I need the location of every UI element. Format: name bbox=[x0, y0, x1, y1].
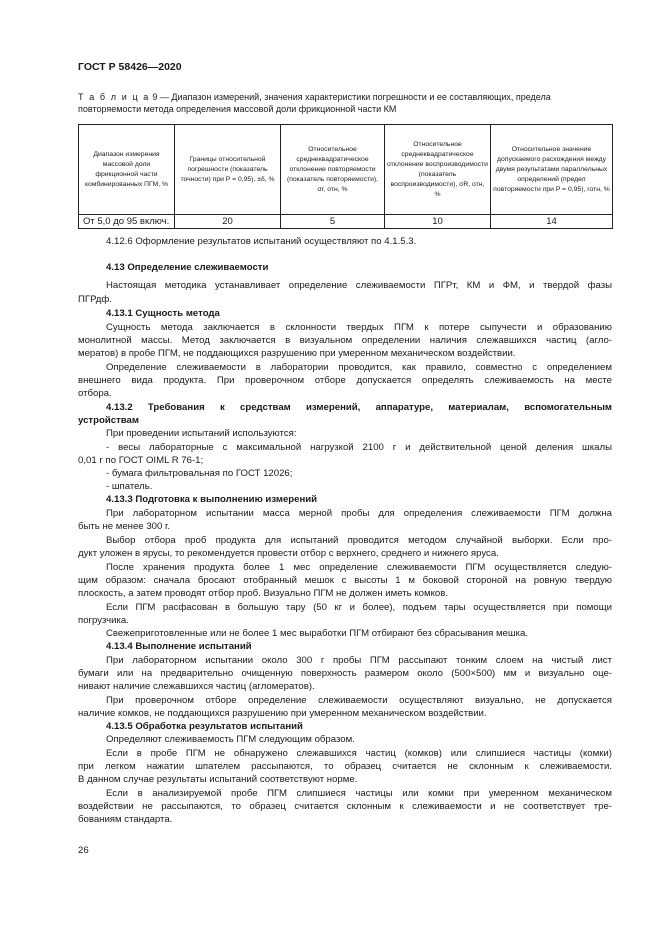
subsection-heading: 4.13.1 Сущность метода bbox=[106, 308, 220, 319]
subsection-heading: устройствам bbox=[78, 415, 139, 426]
document-header: ГОСТ Р 58426—2020 bbox=[78, 61, 182, 73]
paragraph-line: Если в пробе ПГМ не обнаружено слежавшихся частиц (комков) или слипшиеся частицы (комки) bbox=[106, 748, 612, 759]
paragraph-line: При проведении испытаний используются: bbox=[106, 428, 297, 439]
table-caption-text: 9 — Диапазон измерений, значения характеристики погрешности и ее составляющих, предела повторяемости метода определения массовой доли фрикционной части КМ bbox=[78, 92, 551, 114]
paragraph-line: бованиям стандарта. bbox=[78, 814, 173, 825]
header-error-bounds: Границы относительной погрешности (показатель точности) при P = 0,95), ±δ, % bbox=[175, 125, 281, 215]
paragraph-line: воздействии не рассыпаются, то образец считается склонным к слеживаемости и не соответствует тре- bbox=[78, 801, 612, 812]
paragraph-line: Определяют слеживаемость ПГМ следующим образом. bbox=[106, 734, 355, 745]
cell-repeatability: 5 bbox=[281, 215, 385, 229]
results-table bbox=[78, 124, 613, 229]
paragraph-line: бумаги или на предварительно очищенную поверхность размером около (500×500) мм и визуально оце- bbox=[78, 668, 612, 679]
list-item: - бумага фильтровальная по ГОСТ 12026; bbox=[106, 468, 293, 479]
paragraph-line: Если в анализируемой пробе ПГМ слипшиеся частицы или комки при умеренном механическом bbox=[106, 788, 612, 799]
table-caption bbox=[78, 91, 611, 115]
paragraph-line: При проверочном отборе определение слеживаемости осуществляют визуально, не допускается bbox=[106, 695, 612, 706]
paragraph-line: При лабораторном испытании масса мерной пробы для определения слеживаемости ПГМ должна bbox=[106, 508, 612, 519]
paragraph-line: В данном случае результаты испытаний соответствуют норме. bbox=[78, 774, 358, 785]
paragraph-line: наличие комков, не поддающихся разрушению при умеренном механическом воздействии. bbox=[78, 708, 487, 719]
list-item: - шпатель. bbox=[106, 481, 153, 492]
paragraph-line: Выбор отбора проб продукта для испытаний проводится методом случайной выборки. Если про- bbox=[106, 535, 612, 546]
header-reproducibility: Относительное среднеквадратическое отклонение воспроизводимости (показатель воспроизводимости), σR, отн, % bbox=[385, 125, 491, 215]
paragraph-line: Свежеприготовленные или не более 1 мес выработки ПГМ отбирают без сбрасывания мешка. bbox=[106, 628, 528, 639]
subsection-heading: 4.13.4 Выполнение испытаний bbox=[106, 641, 252, 652]
subsection-heading: 4.13.2 Требования к средствам измерений, аппаратуре, материалам, вспомогательным bbox=[106, 402, 612, 413]
paragraph-line: монолитной массы. Метод заключается в визуальном определении наличия слежавшихся частиц (агло- bbox=[78, 335, 612, 346]
paragraph-line: Если ПГМ расфасован в большую тару (50 кг и более), подъем тары осуществляется при помощи bbox=[106, 602, 612, 613]
paragraph-line: быть не менее 300 г. bbox=[78, 521, 170, 532]
list-item: - весы лабораторные с максимальной нагрузкой 2100 г и действительной ценой деления шкалы bbox=[106, 442, 612, 453]
paragraph-line: погрузчика. bbox=[78, 615, 129, 626]
paragraph-line: мератов) в пробе ПГМ, не поддающихся разрушению при умеренном механическом воздействии. bbox=[78, 348, 516, 359]
table-header-row bbox=[79, 125, 613, 215]
paragraph-line: Сущность метода заключается в склонности твердых ПГМ к потере сыпучести и образованию bbox=[106, 322, 612, 333]
cell-repeatability-limit: 14 bbox=[491, 215, 613, 229]
header-repeatability: Относительное среднеквадратическое отклонение повторяемости (показатель повторяемости), σr, отн, % bbox=[281, 125, 385, 215]
paragraph-line: Настоящая методика устанавливает определение слеживаемости ПГРт, КМ и ФМ, и твердой фазы bbox=[106, 280, 612, 291]
paragraph-line: щим образом: сначала бросают отобранный мешок с высоты 1 м боковой стороной на ровную твердую bbox=[78, 575, 612, 586]
page-number: 26 bbox=[78, 845, 89, 856]
paragraph-line: При лабораторном испытании около 300 г пробы ПГМ рассыпают тонким слоем на чистый лист bbox=[106, 655, 612, 666]
paragraph-line: Определение слеживаемости в лаборатории проводится, как правило, совместно с определением bbox=[106, 362, 612, 373]
cell-reproducibility: 10 bbox=[385, 215, 491, 229]
table-caption-label: Т а б л и ц а bbox=[78, 92, 150, 102]
list-item: 0,01 г по ГОСТ OIML R 76-1; bbox=[78, 455, 204, 466]
header-repeatability-limit: Относительное значение допускаемого расхождения между двумя результатами параллельных определений (предел повторяемости при P = 0,95), rотн, % bbox=[491, 125, 613, 215]
subsection-heading: 4.13.3 Подготовка к выполнению измерений bbox=[106, 494, 318, 505]
paragraph-line: ПГРдф. bbox=[78, 294, 112, 305]
section-heading: 4.13 Определение слеживаемости bbox=[106, 262, 269, 273]
table-row bbox=[79, 215, 613, 229]
cell-range: От 5,0 до 95 включ. bbox=[79, 215, 175, 229]
paragraph-line: внешнего вида продукта. При проверочном отборе допускается определять слеживаемость на месте bbox=[78, 375, 612, 386]
paragraph-line: дукт уложен в ярусы, то рекомендуется провести отбор с верхнего, среднего и нижнего яруса. bbox=[78, 548, 499, 559]
header-range: Диапазон измерения массовой доли фрикционной части комбинированных ПГМ, % bbox=[79, 125, 175, 215]
paragraph-line: при легком нажатии шпателем рассыпаются, то образец считается не склонным к слеживаемости. bbox=[78, 761, 612, 772]
paragraph-line: После хранения продукта более 1 мес определение слеживаемости ПГМ осуществляется следую- bbox=[106, 562, 612, 573]
paragraph-line: отбора. bbox=[78, 388, 112, 399]
clause-4-12-6: 4.12.6 Оформление результатов испытаний осуществляют по 4.1.5.3. bbox=[106, 236, 417, 247]
paragraph-line: нивают наличие слежавшихся частиц (агломератов). bbox=[78, 681, 315, 692]
cell-error-bounds: 20 bbox=[175, 215, 281, 229]
paragraph-line: плоскость, а затем проводят отбор проб. Визуально ПГМ не должен иметь комков. bbox=[78, 588, 448, 599]
subsection-heading: 4.13.5 Обработка результатов испытаний bbox=[106, 721, 303, 732]
